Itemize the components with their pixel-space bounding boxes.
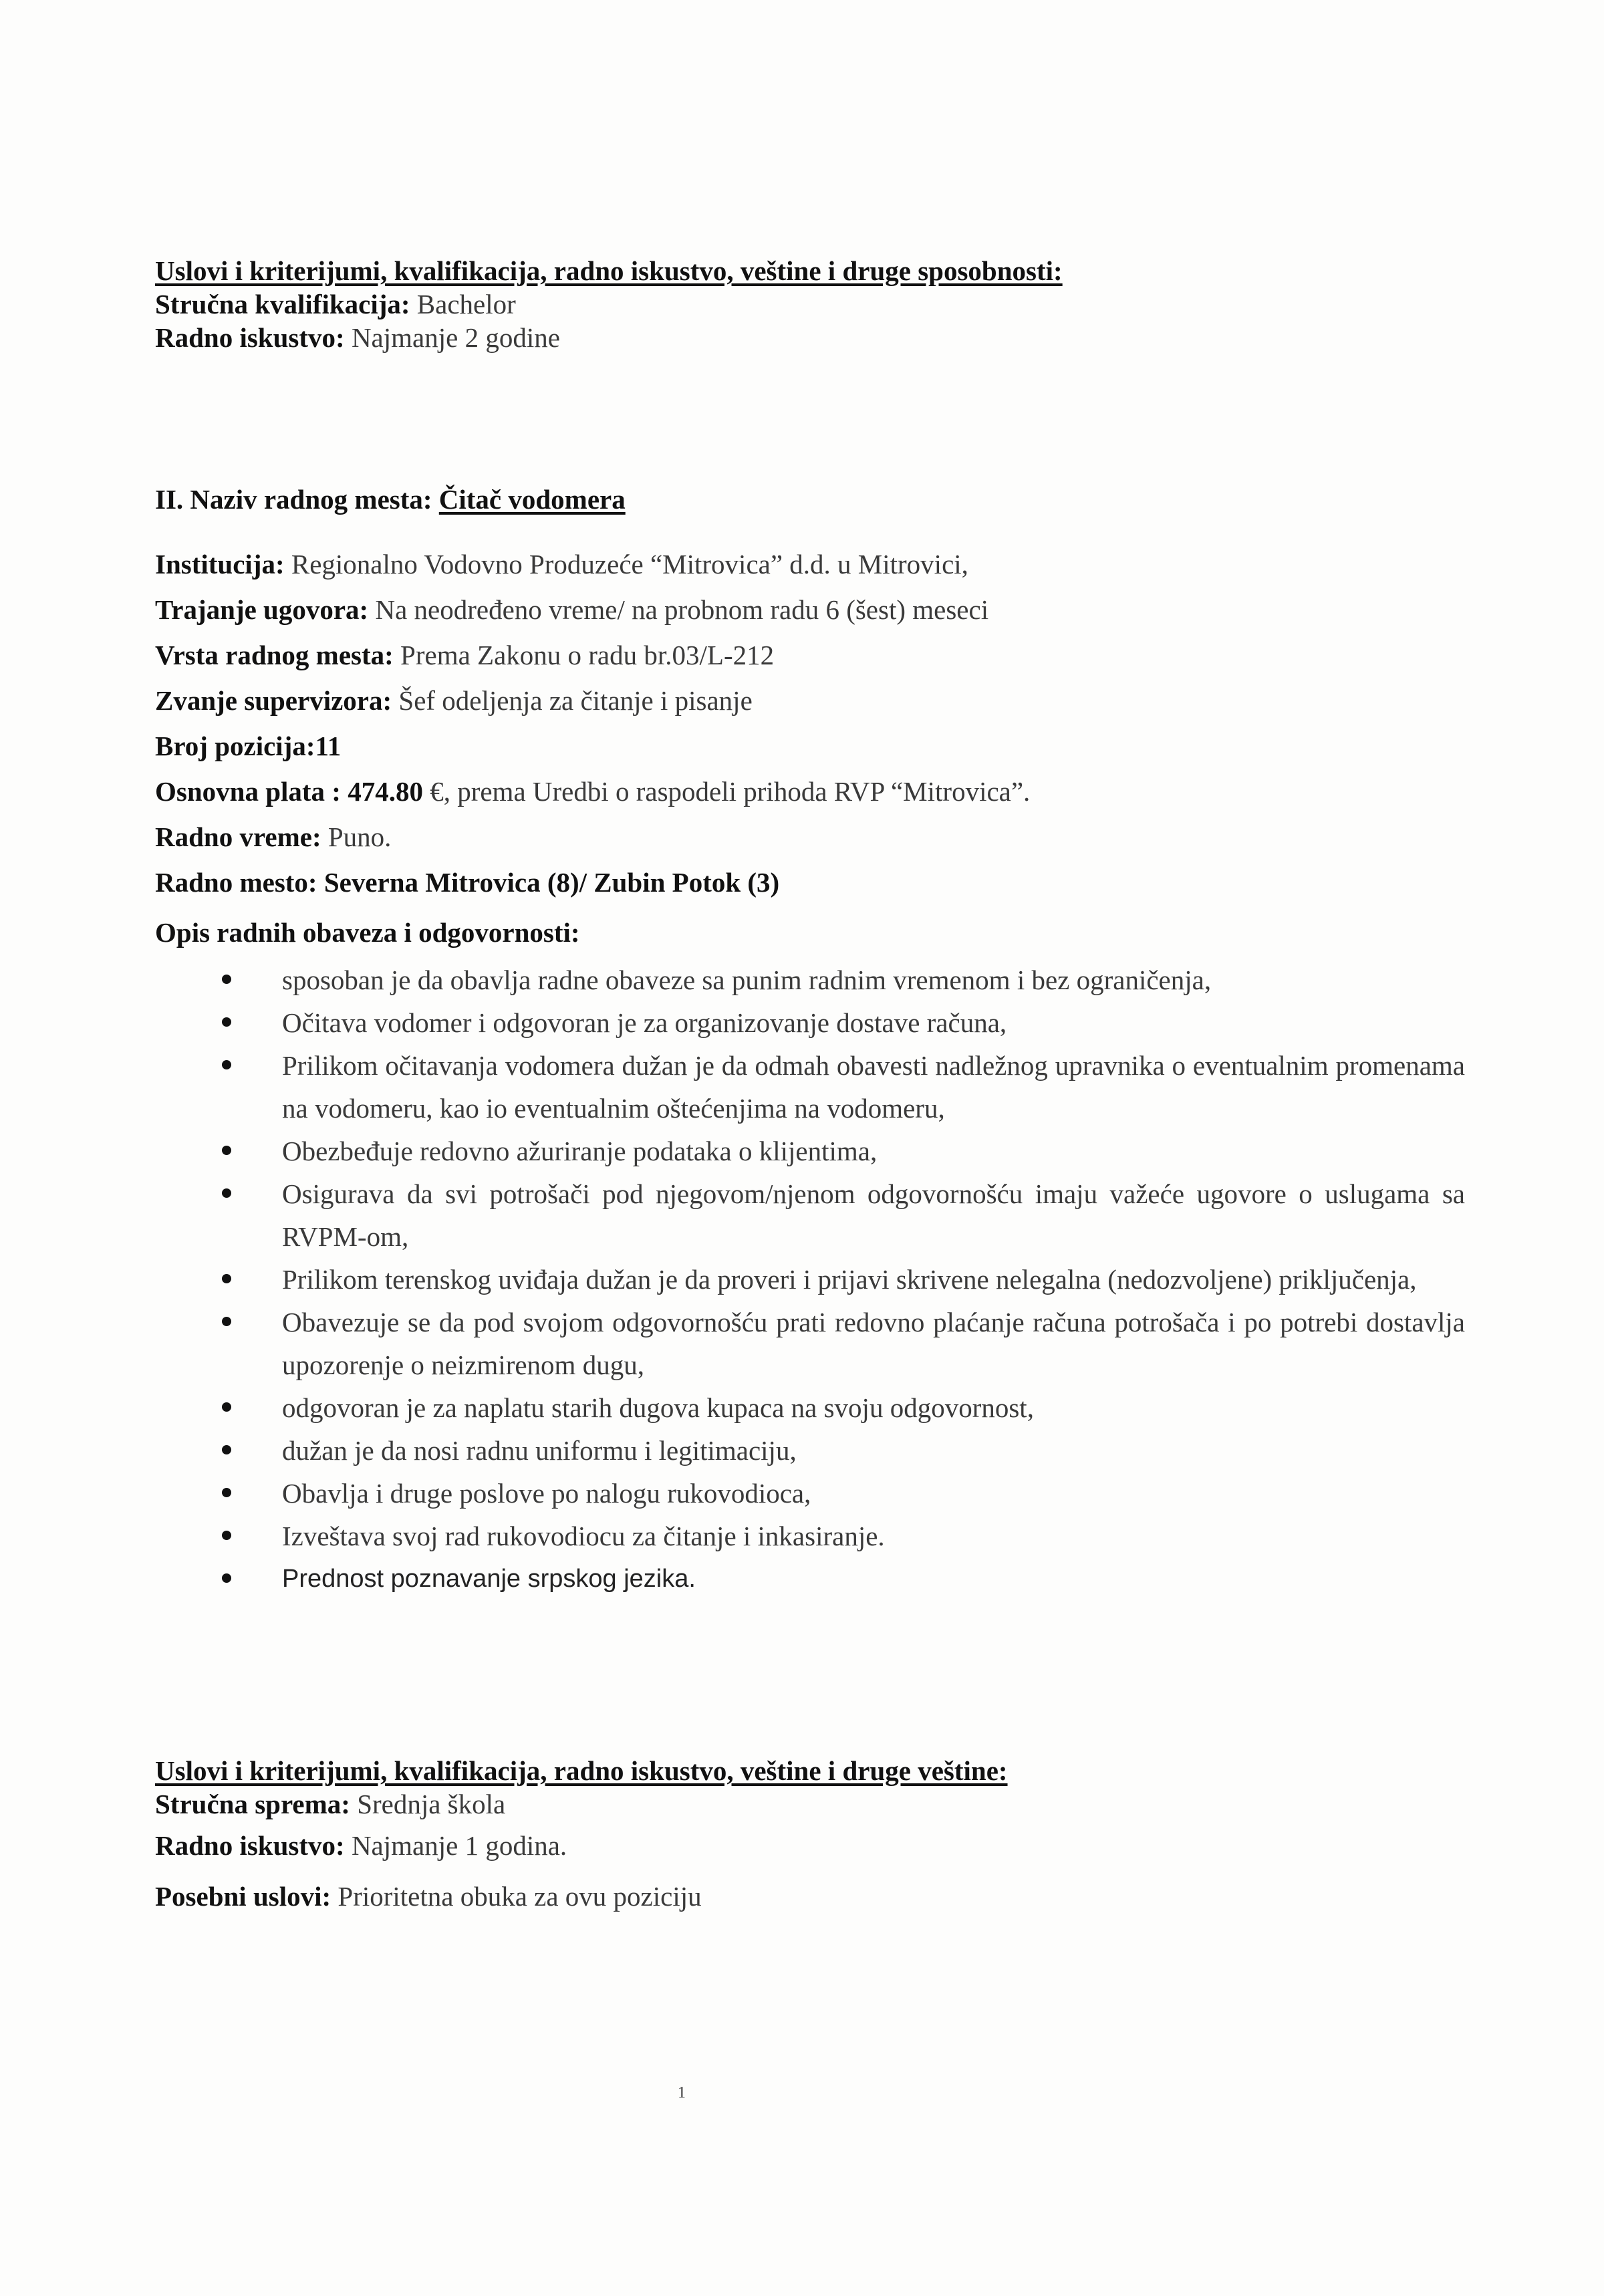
bullet-icon [222,1274,231,1283]
list-item [155,1130,1465,1172]
duties-section [155,916,1478,949]
field-row [155,287,1478,321]
list-item [155,1301,1465,1386]
field-value: Bachelor [410,289,516,320]
field-value: Prema Zakonu o radu br.03/L-212 [393,640,775,670]
field-value: Najmanje 1 godina. [344,1830,567,1861]
field-label: Broj pozicija:11 [155,731,342,761]
list-item-text: Osigurava da svi potrošači pod njegovom/njenom odgovornošću imaju važeće ugovore o uslugama sa RVPM-om, [282,1178,1465,1252]
field-value: Najmanje 2 godine [344,322,560,353]
list-item-text: Očitava vodomer i odgovoran je za organizovanje dostave računa, [282,1007,1007,1038]
bullet-icon [222,1402,231,1412]
field-row [155,321,1478,354]
bullet-icon [222,1060,231,1069]
list-item [155,959,1465,1001]
bullet-icon [222,1445,231,1454]
field-label: Osnovna plata : 474.80 [155,776,423,807]
list-item-text: odgovoran je za naplatu starih dugova kupaca na svoju odgovornost, [282,1392,1034,1423]
section-heading: Uslovi i kriterijumi, kvalifikacija, radno iskustvo, veštine i druge veštine: [155,1755,1008,1786]
list-item-text: Prilikom očitavanja vodomera dužan je da odmah obavesti nadležnog upravnika o eventualnim promenama na vodomeru, kao io eventualnim oštećenjima na vodomeru, [282,1050,1465,1124]
field-value: Srednja škola [350,1789,506,1819]
list-item [155,1258,1465,1301]
bullet-icon [222,1317,231,1326]
field-row [155,587,1478,632]
list-item-text: Prilikom terenskog uviđaja dužan je da proveri i prijavi skrivene nelegalna (nedozvoljene) priključenja, [282,1264,1417,1295]
section-requirements-1 [155,254,1478,354]
bullet-icon [222,1188,231,1198]
section-heading: Uslovi i kriterijumi, kvalifikacija, radno iskustvo, veštine i druge sposobnosti: [155,255,1063,286]
field-label: Radno mesto: Severna Mitrovica (8)/ Zubin Potok (3) [155,867,780,898]
list-item-text: sposoban je da obavlja radne obaveze sa punim radnim vremenom i bez ograničenja, [282,965,1212,995]
list-item [155,1044,1465,1130]
list-item-text: Izveštava svoj rad rukovodiocu za čitanje i inkasiranje. [282,1521,885,1551]
field-label: Radno iskustvo: [155,1830,345,1861]
field-label: Radno vreme: [155,821,321,852]
field-label: Zvanje supervizora: [155,685,392,716]
bullet-icon [222,1146,231,1155]
field-row [155,814,1478,860]
list-item-text: Obavlja i druge poslove po nalogu rukovodioca, [282,1478,811,1509]
list-item [155,1429,1465,1472]
field-label: Stručna kvalifikacija: [155,289,410,320]
field-row [155,1829,1478,1862]
duties-list [155,959,1465,1600]
bullet-icon [222,1531,231,1540]
position-details [155,541,1478,905]
position-title [155,483,1478,516]
list-item-text: Prednost poznavanje srpskog jezika. [282,1565,696,1593]
field-value: Prioritetna obuka za ovu poziciju [331,1881,702,1912]
bullet-icon [222,975,231,984]
list-item-text: dužan je da nosi radnu uniformu i legitimaciju, [282,1435,797,1466]
field-label: Stručna sprema: [155,1789,350,1819]
field-row [155,860,1478,905]
field-value: €, prema Uredbi o raspodeli prihoda RVP “Mitrovica”. [422,776,1031,807]
field-label: Posebni uslovi: [155,1881,331,1912]
field-value: Šef odeljenja za čitanje i pisanje [392,685,753,716]
field-label: Institucija: [155,549,285,580]
field-row [155,1880,1478,1913]
field-row [155,541,1478,587]
field-row [155,769,1478,814]
position-title-prefix: II. Naziv radnog mesta: [155,484,439,515]
list-item [155,1386,1465,1429]
list-item-text: Obavezuje se da pod svojom odgovornošću prati redovno plaćanje računa potrošača i po potrebi dostavlja upozorenje o neizmirenom dugu, [282,1307,1465,1380]
field-row [155,678,1478,723]
list-item [155,1001,1465,1044]
page-number: 1 [678,2084,686,2101]
list-item-text: Obezbeđuje redovno ažuriranje podataka o klijentima, [282,1136,878,1166]
bullet-icon [222,1017,231,1027]
position-name: Čitač vodomera [438,484,626,515]
section-requirements-2 [155,1754,1478,1913]
field-row [155,632,1478,678]
list-item [155,1515,1465,1557]
field-label: Radno iskustvo: [155,322,345,353]
list-item [155,1172,1465,1258]
field-row [155,723,1478,769]
field-label: Vrsta radnog mesta: [155,640,394,670]
field-row [155,1787,1478,1821]
duties-heading: Opis radnih obaveza i odgovornosti: [155,917,580,948]
list-item [155,1557,1465,1600]
field-value: Na neodređeno vreme/ na probnom radu 6 (šest) meseci [368,594,989,625]
field-label: Trajanje ugovora: [155,594,369,625]
field-value: Regionalno Vodovno Produzeće “Mitrovica” d.d. u Mitrovici, [284,549,968,580]
list-item [155,1472,1465,1515]
field-value: Puno. [321,821,392,852]
bullet-icon [222,1573,231,1583]
bullet-icon [222,1488,231,1497]
